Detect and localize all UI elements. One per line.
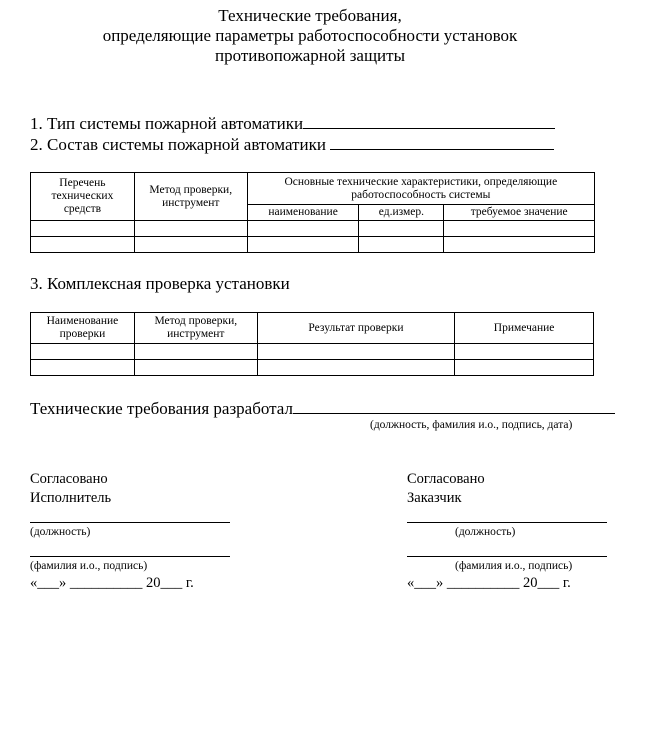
right-name-line[interactable] (407, 556, 607, 557)
table-cell[interactable] (31, 360, 135, 376)
table-cell[interactable] (444, 237, 595, 253)
header-check-method: Метод проверки, инструмент (134, 173, 247, 221)
document-title (0, 6, 620, 66)
table-cell[interactable] (31, 221, 135, 237)
table-cell[interactable] (134, 237, 247, 253)
left-date: «___» __________ 20___ г. (30, 575, 194, 591)
section-2 (30, 134, 554, 155)
left-name-line[interactable] (30, 556, 230, 557)
table-row (31, 237, 595, 253)
right-agreed: Согласовано (407, 471, 485, 487)
table-row (31, 221, 595, 237)
title-line-1: Технические требования, (218, 6, 402, 25)
right-date: «___» __________ 20___ г. (407, 575, 571, 591)
developed-by-label: Технические требования разработал (30, 399, 293, 418)
section-3-label: 3. Комплексная проверка установки (30, 274, 290, 293)
table-cell[interactable] (257, 360, 455, 376)
right-role: Заказчик (407, 490, 462, 506)
title-line-3: противопожарной защиты (214, 46, 406, 65)
subheader-name: наименование (247, 205, 359, 221)
subheader-unit: ед.измер. (359, 205, 444, 221)
section-1 (30, 113, 555, 134)
table-cell[interactable] (359, 237, 444, 253)
table-cell[interactable] (31, 237, 135, 253)
section-2-fill-line[interactable] (330, 134, 554, 150)
table-cell[interactable] (31, 344, 135, 360)
section-2-label: 2. Состав системы пожарной автоматики (30, 135, 326, 154)
right-position-hint: (должность) (455, 526, 516, 538)
title-line-2: определяющие параметры работоспособности установок (102, 26, 518, 45)
table-cell[interactable] (257, 344, 455, 360)
right-name-hint: (фамилия и.о., подпись) (455, 560, 573, 572)
tech-characteristics-table (30, 172, 595, 253)
developed-by-fill-line[interactable] (293, 398, 615, 414)
table-cell[interactable] (134, 360, 257, 376)
left-position-line[interactable] (30, 522, 230, 523)
table-cell[interactable] (455, 360, 594, 376)
left-agreed: Согласовано (30, 471, 108, 487)
table-cell[interactable] (134, 344, 257, 360)
left-position-hint: (должность) (30, 526, 91, 538)
table-cell[interactable] (134, 221, 247, 237)
table-cell[interactable] (444, 221, 595, 237)
header-check-result: Результат проверки (257, 313, 455, 344)
left-role: Исполнитель (30, 490, 112, 506)
right-position-line[interactable] (407, 522, 607, 523)
header-check-name: Наименование проверки (31, 313, 135, 344)
subheader-required-value: требуемое значение (444, 205, 595, 221)
header-note: Примечание (455, 313, 594, 344)
header-main-characteristics: Основные технические характеристики, определяющие работоспособность системы (247, 173, 594, 205)
table-row (31, 344, 594, 360)
header-check-method: Метод проверки, инструмент (134, 313, 257, 344)
table-cell[interactable] (247, 221, 359, 237)
table-header-row (31, 313, 594, 344)
complex-check-table (30, 312, 594, 376)
left-name-hint: (фамилия и.о., подпись) (30, 560, 148, 572)
table-header-row (31, 173, 595, 205)
table-cell[interactable] (359, 221, 444, 237)
header-means-list: Перечень технических средств (31, 173, 135, 221)
table-cell[interactable] (247, 237, 359, 253)
section-1-label: 1. Тип системы пожарной автоматики (30, 114, 304, 133)
developed-by (30, 398, 615, 419)
table-row (31, 360, 594, 376)
developed-by-hint: (должность, фамилия и.о., подпись, дата) (370, 419, 573, 431)
table-cell[interactable] (455, 344, 594, 360)
section-1-fill-line[interactable] (303, 113, 555, 129)
